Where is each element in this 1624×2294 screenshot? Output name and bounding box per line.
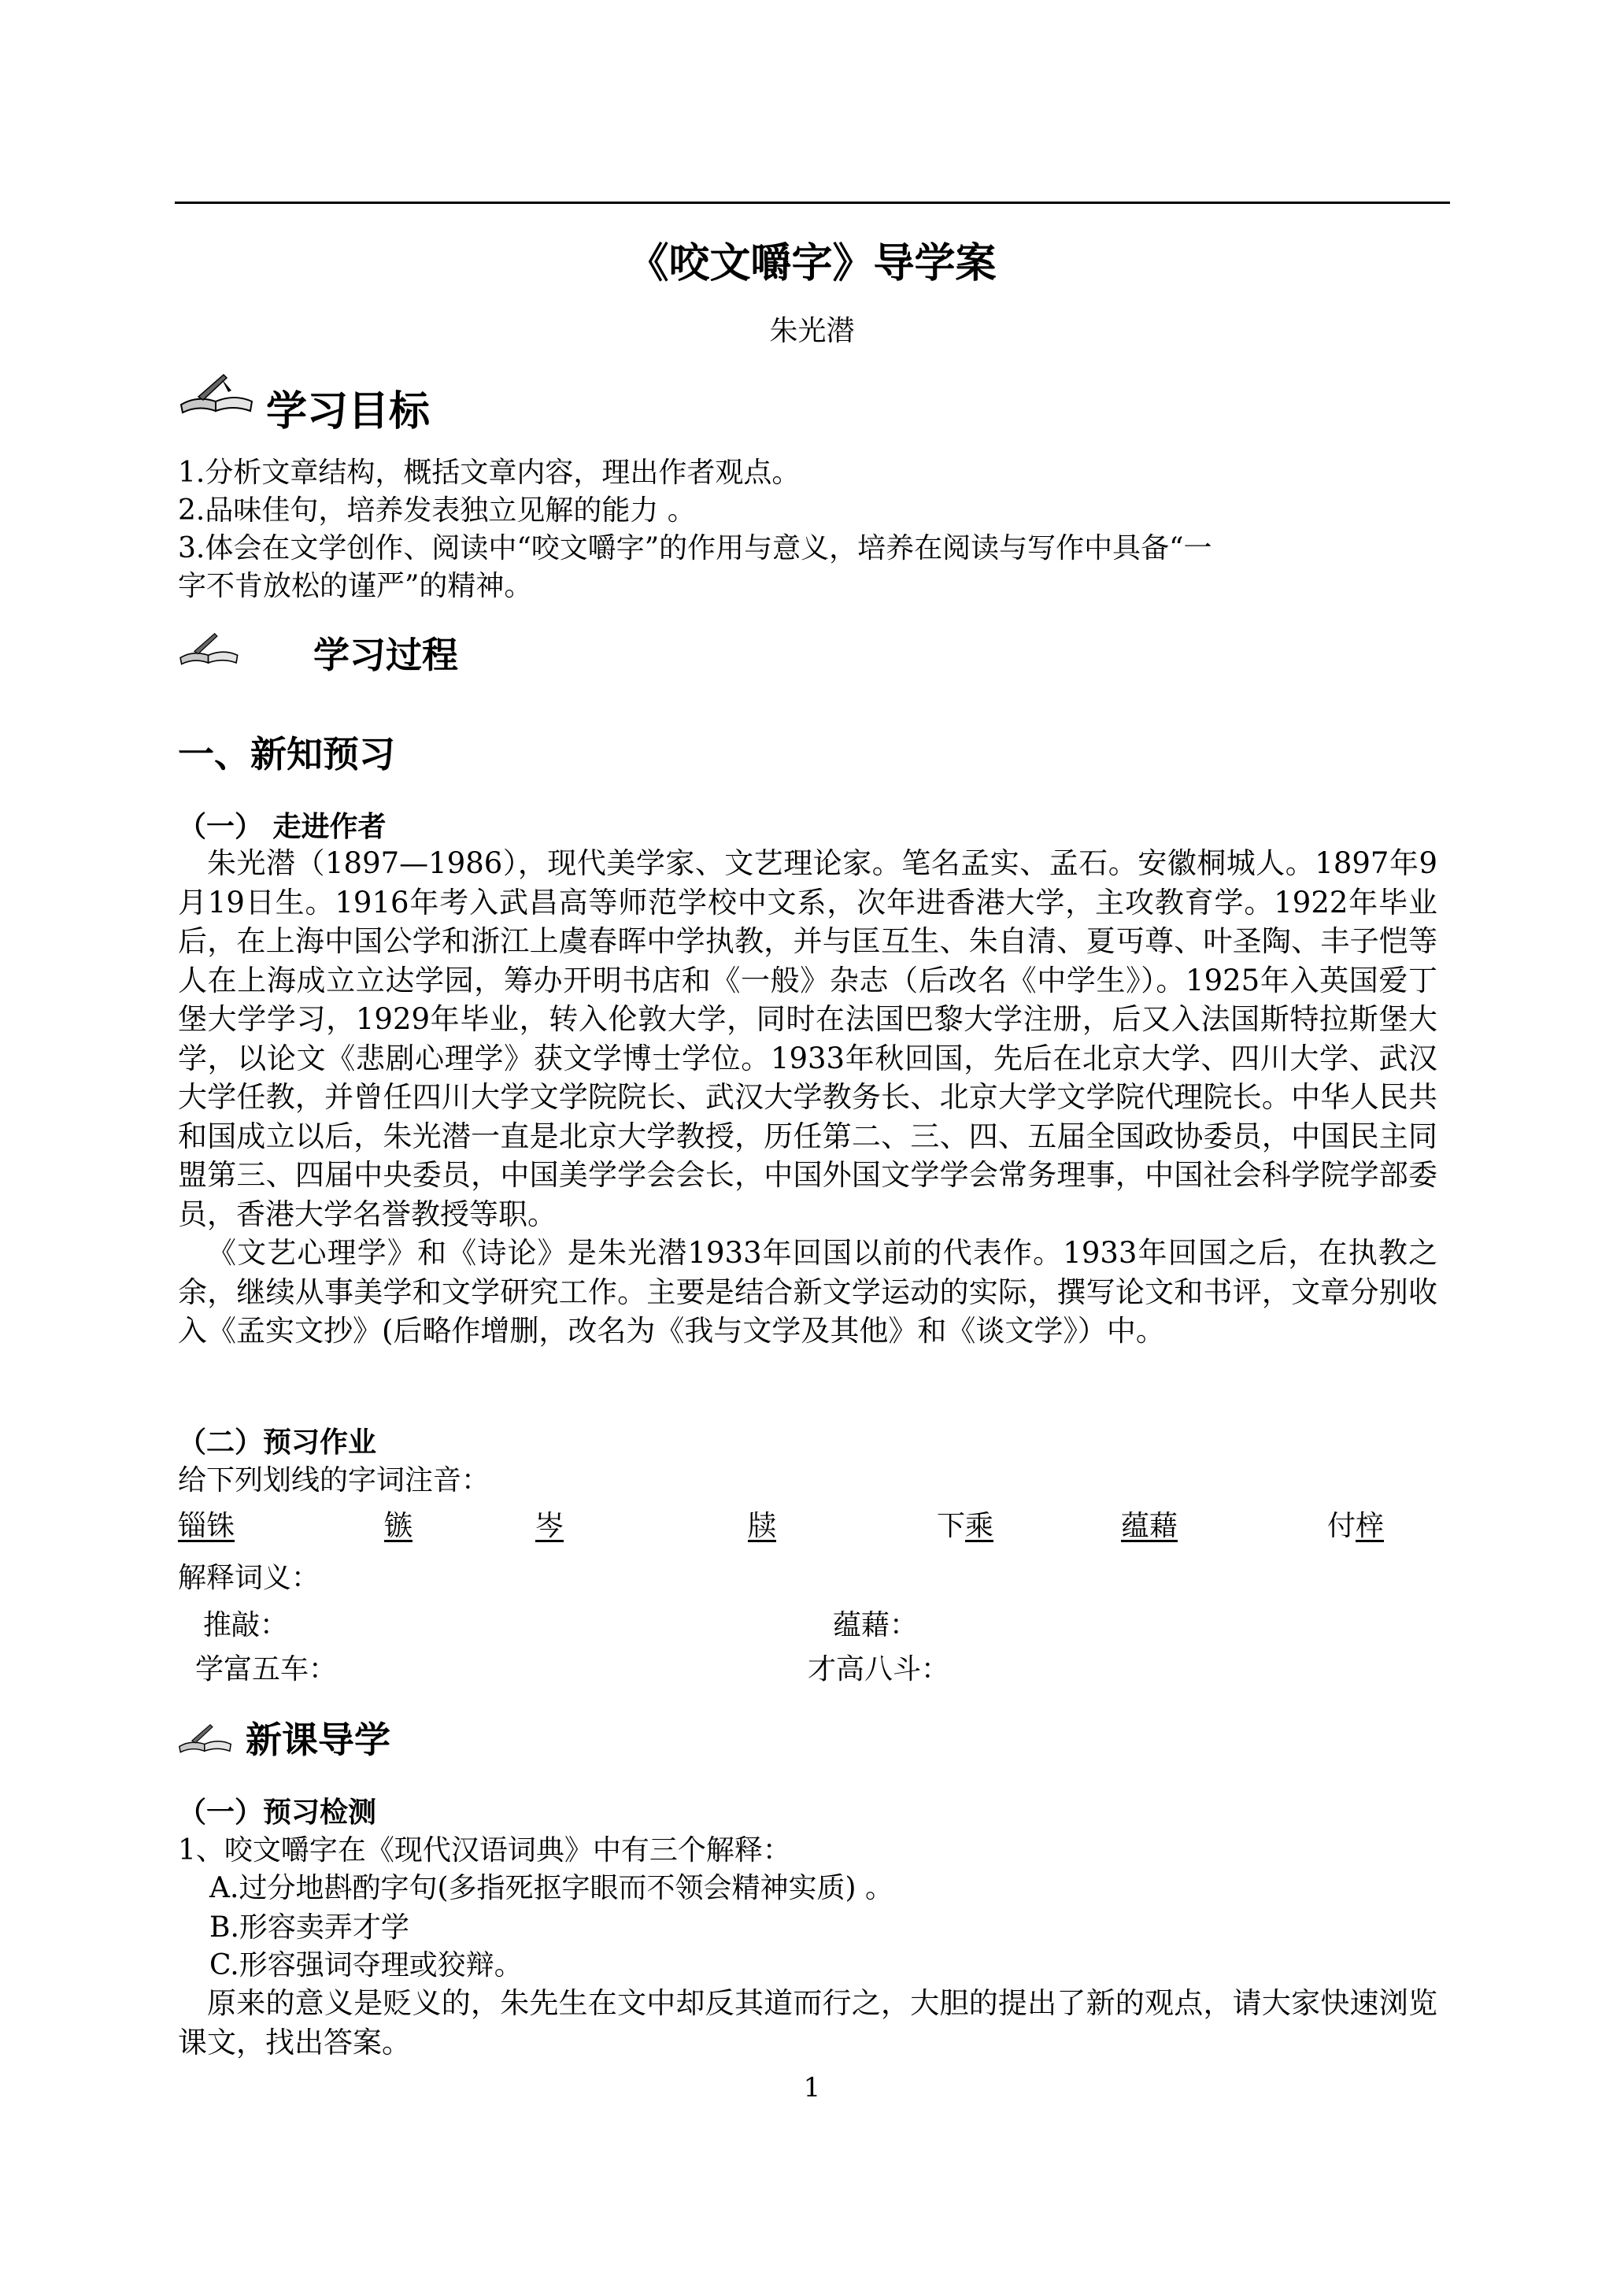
homework-instruction: 给下列划线的字词注音： xyxy=(178,1464,490,1497)
option-item: A.过分地斟酌字句(多指死抠字眼而不领会精神实质) 。 xyxy=(209,1872,893,1904)
pinyin-word: 蕴藉 xyxy=(1121,1510,1178,1542)
author-intro-paragraph: 朱光潜（1897—1986），现代美学家、文艺理论家。笔名孟实、孟石。安徽桐城人。1897年9月19日生。1916年考入武昌高等师范学校中文系，次年进香港大学，主攻教育学。1922年毕业后，在上海中国公学和浙江上虞春晖中学执教，并与匡互生、朱自清、夏丏尊、叶圣陶、丰子恺等人在上海成立立达学园，筹办开明书店和《一般》杂志（后改名《中学生》）。1925年入英国爱丁堡大学学习，1929年毕业，转入伦敦大学，同时在法国巴黎大学注册，后又入法国斯特拉斯堡大学，以论文《悲剧心理学》获文学博士学位。1933年秋回国，先后在北京大学、四川大学、武汉大学任教，并曾任四川大学文学院院长、武汉大学教务长、北京大学文学院代理院长。中华人民共和国成立以后，朱光潜一直是北京大学教授，历任第二、三、四、五届全国政协委员，中国民主同盟第三、四届中央委员，中国美学学会会长，中国外国文学学会常务理事，中国社会科学院学部委员，香港大学名誉教授等职。 xyxy=(178,846,1437,1231)
book-icon xyxy=(175,1721,238,1757)
pinyin-word: 付梓 xyxy=(1327,1510,1385,1542)
book-icon xyxy=(175,630,246,669)
goal-item: 3.体会在文学创作、阅读中“咬文嚼字”的作用与意义，培养在阅读与写作中具备“一 xyxy=(178,532,1212,564)
author-intro-label: （一） 走进作者 xyxy=(178,811,387,843)
pinyin-word: 锱铢 xyxy=(178,1510,235,1542)
pinyin-word: 牍 xyxy=(748,1510,777,1542)
author-intro-body xyxy=(178,844,1437,1351)
term-item: 学富五车： xyxy=(195,1653,338,1685)
closing-body xyxy=(178,1984,1437,2062)
goals-heading: 学习目标 xyxy=(266,388,431,435)
closing-paragraph: 原来的意义是贬义的，朱先生在文中却反其道而行之，大胆的提出了新的观点，请大家快速浏览课文，找出答案。 xyxy=(178,1986,1437,2059)
preview-heading: 一、新知预习 xyxy=(178,733,395,775)
header-rule xyxy=(175,202,1450,204)
goal-item: 1.分析文章结构，概括文章内容，理出作者观点。 xyxy=(178,457,801,489)
question: 1、咬文嚼字在《现代汉语词典》中有三个解释： xyxy=(178,1834,791,1867)
check-label: （一）预习检测 xyxy=(178,1796,377,1829)
process-heading: 学习过程 xyxy=(313,634,458,676)
term-item: 推敲： xyxy=(203,1609,289,1641)
term-item: 蕴藉： xyxy=(833,1609,919,1641)
pinyin-word: 镞 xyxy=(384,1510,413,1542)
goal-item: 字不肯放松的谨严”的精神。 xyxy=(178,570,533,602)
pinyin-word: 岑 xyxy=(535,1510,564,1542)
goal-item: 2.品味佳句，培养发表独立见解的能力 。 xyxy=(178,494,696,527)
pinyin-word: 下乘 xyxy=(937,1510,994,1542)
option-item: C.形容强词夺理或狡辩。 xyxy=(209,1949,523,1981)
page-number: 1 xyxy=(803,2072,821,2103)
homework-label: （二）预习作业 xyxy=(178,1426,377,1459)
author-intro-paragraph: 《文艺心理学》和《诗论》是朱光潜1933年回国以前的代表作。1933年回国之后，在执教之余，继续从事美学和文学研究工作。主要是结合新文学运动的实际，撰写论文和书评，文章分别收入《孟实文抄》(后略作增删，改名为《我与文学及其他》和《谈文学》）中。 xyxy=(178,1236,1437,1348)
option-item: B.形容卖弄才学 xyxy=(209,1911,409,1944)
term-item: 才高八斗： xyxy=(808,1653,950,1685)
page-title: 《咬文嚼字》导学案 xyxy=(627,240,997,287)
explain-label: 解释词义： xyxy=(178,1562,320,1594)
book-icon xyxy=(175,370,261,419)
new-lesson-heading: 新课导学 xyxy=(246,1719,390,1761)
author-name: 朱光潜 xyxy=(769,315,855,347)
